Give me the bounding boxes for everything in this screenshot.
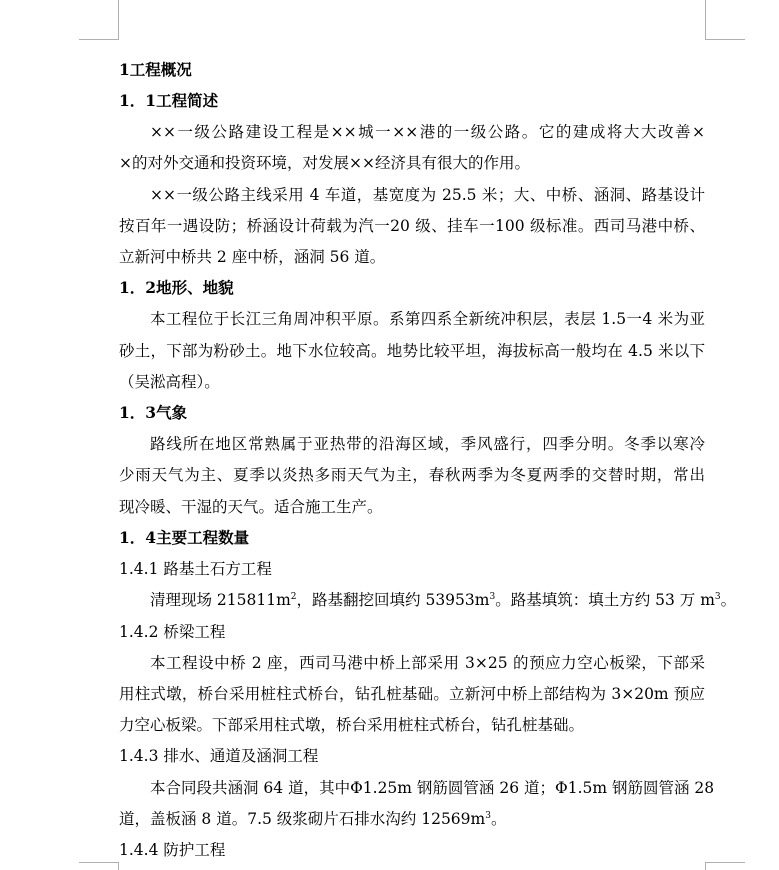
section-1-heading: 1工程概况 [119, 60, 192, 79]
margin-mark-bottom-right-v [705, 862, 706, 870]
paragraph-line [119, 807, 506, 831]
text-run: ，路基翻挖回填约 53953m [296, 591, 490, 609]
paragraph-line: 用柱式墩，桥台采用桩柱式桥台，钻孔桩基础。立新河中桥上部结构为 3×20m 预应 [119, 685, 705, 703]
margin-mark-top-right-h [705, 39, 745, 40]
paragraph-line: ××一级公路主线采用 4 车道，基宽度为 25.5 米；大、中桥、涵洞、路基设计 [150, 186, 705, 204]
superscript: 3 [489, 592, 496, 602]
paragraph-line: 少雨天气为主、夏季以炎热多雨天气为主，春秋两季为冬夏两季的交替时期，常出 [119, 466, 705, 484]
section-1-4-heading: 1．4主要工程数量 [119, 528, 250, 547]
paragraph-line [119, 588, 736, 612]
superscript: 3 [714, 592, 721, 602]
margin-mark-top-left-v [118, 0, 119, 40]
paragraph-line: ××一级公路建设工程是××城一××港的一级公路。它的建成将大大改善× [150, 123, 705, 141]
section-1-3-heading: 1．3气象 [119, 403, 188, 422]
margin-mark-bottom-right-h [705, 862, 745, 863]
section-1-4-1-heading: 1.4.1 路基土石方工程 [119, 560, 272, 578]
section-1-4-2-heading: 1.4.2 桥梁工程 [119, 623, 226, 641]
text-run: 。 [720, 591, 737, 609]
paragraph-line: ×的对外交通和投资环境，对发展××经济具有很大的作用。 [119, 154, 530, 172]
paragraph-line: 本工程位于长江三角周冲积平原。系第四系全新统冲积层，表层 1.5一4 米为亚 [150, 310, 705, 328]
superscript: 3 [485, 811, 491, 821]
paragraph-line: 路线所在地区常熟属于亚热带的沿海区域，季风盛行，四季分明。冬季以寒冷 [150, 435, 705, 453]
text-run: 清理现场 215811m [150, 591, 291, 609]
paragraph-line: 按百年一遇设防；桥涵设计荷载为汽一20 级、挂车一100 级标准。西司马港中桥、 [119, 217, 705, 235]
text-run: 。 [490, 810, 507, 828]
paragraph-line: 力空心板梁。下部采用柱式墩，桥台采用桩柱式桥台，钻孔桩基础。 [119, 716, 585, 734]
section-1-4-4-heading: 1.4.4 防护工程 [119, 841, 226, 859]
paragraph-line: 立新河中桥共 2 座中桥，涵洞 56 道。 [119, 248, 386, 266]
section-1-1-heading: 1．1工程简述 [119, 91, 219, 110]
superscript: 2 [290, 592, 297, 602]
margin-mark-bottom-left-v [118, 862, 119, 870]
paragraph-line: 砂土，下部为粉砂土。地下水位较高。地势比较平坦，海拔标高一般均在 4.5 米以下 [119, 342, 705, 360]
margin-mark-top-right-v [705, 0, 706, 40]
paragraph-line: 本合同段共涵洞 64 道，其中Φ1.25m 钢筋圆管涵 26 道；Φ1.5m 钢筋圆管涵 28 [150, 779, 715, 797]
section-1-2-heading: 1．2地形、地貌 [119, 278, 234, 297]
paragraph-line: 现冷暖、干湿的天气。适合施工生产。 [119, 498, 383, 516]
paragraph-line: （吴淞高程）。 [119, 373, 220, 391]
margin-mark-bottom-left-h [79, 862, 119, 863]
margin-mark-top-left-h [79, 39, 119, 40]
text-run: 。路基填筑：填土方约 53 万 m [495, 591, 715, 609]
text-run: 道，盖板涵 8 道。7.5 级浆砌片石排水沟约 12569m [119, 810, 486, 828]
paragraph-line: 本工程设中桥 2 座，西司马港中桥上部采用 3×25 的预应力空心板梁，下部采 [150, 654, 705, 672]
section-1-4-3-heading: 1.4.3 排水、通道及涵洞工程 [119, 747, 319, 765]
